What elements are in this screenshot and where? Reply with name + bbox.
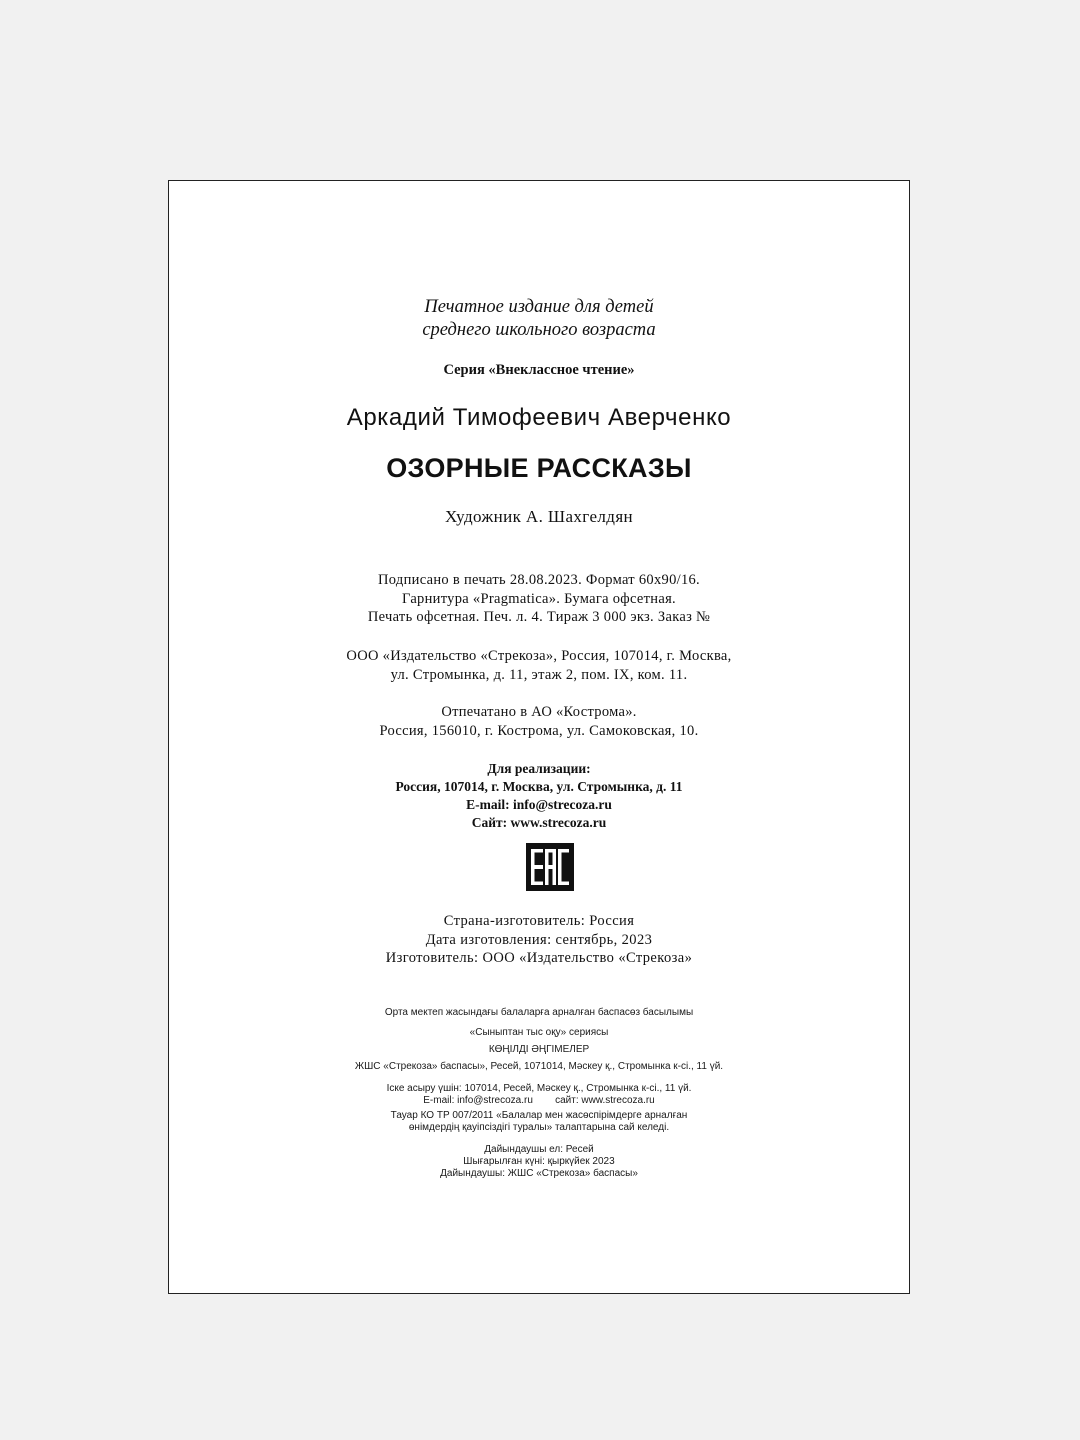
print-info-line-1: Подписано в печать 28.08.2023. Формат 60x90/16. <box>378 572 700 588</box>
printer-line-1: Отпечатано в АО «Кострома». <box>441 704 637 720</box>
audience-line-2: среднего школьного возраста <box>422 320 656 340</box>
kz-manufacturer: Дайындаушы: ЖШС «Стрекоза» баспасы» <box>440 1168 638 1179</box>
distribution-address: Россия, 107014, г. Москва, ул. Стромынка, д. 11 <box>395 779 683 794</box>
artist-credit: Художник А. Шахгелдян <box>444 507 634 526</box>
publisher-line-1: ООО «Издательство «Стрекоза», Россия, 107014, г. Москва, <box>346 648 732 664</box>
kz-origin <box>169 1144 909 1180</box>
printer-line-2: Россия, 156010, г. Кострома, ул. Самоковская, 10. <box>379 722 699 739</box>
kz-standard-line-1: Тауар КО ТР 007/2011 «Балалар мен жасөспірімдерге арналған <box>390 1110 688 1121</box>
kz-series: «Сыныптан тыс оқу» сериясы <box>469 1027 609 1038</box>
distribution-email: E-mail: info@strecoza.ru <box>466 797 612 812</box>
author-name: Аркадий Тимофеевич Аверченко <box>346 404 732 431</box>
kz-country: Дайындаушы ел: Ресей <box>484 1144 594 1155</box>
kz-distribution-address: Іске асыру үшін: 107014, Ресей, Мәскеу қ., Стромынка к-сі., 11 үй. <box>386 1083 692 1094</box>
kz-date: Шығарылған күні: қыркүйек 2023 <box>463 1156 615 1167</box>
origin-country: Страна-изготовитель: Россия <box>443 913 635 929</box>
kz-title: КӨҢІЛДІ ӘҢГІМЕЛЕР <box>488 1044 590 1055</box>
series-name: Серия «Внеклассное чтение» <box>443 362 635 378</box>
print-info <box>169 571 909 627</box>
origin-manufacturer: Изготовитель: ООО «Издательство «Стрекоза» <box>385 950 693 966</box>
kz-standard-line-2: өнімдердің қауіпсіздігі туралы» талаптарына сай келеді. <box>408 1122 670 1133</box>
distribution-info <box>169 760 909 832</box>
imprint-page <box>168 180 910 1294</box>
print-info-line-3: Печать офсетная. Печ. л. 4. Тираж 3 000 экз. Заказ № <box>367 609 711 625</box>
origin-date: Дата изготовления: сентябрь, 2023 <box>425 931 653 948</box>
audience-line-1: Печатное издание для детей <box>424 297 654 317</box>
kz-contacts: E-mail: info@strecoza.ru сайт: www.strecoza.ru <box>423 1095 655 1106</box>
kz-audience: Орта мектеп жасындағы балаларға арналған баспасөз басылымы <box>384 1007 694 1018</box>
kz-publisher: ЖШС «Стрекоза» баспасы», Ресей, 1071014, Мәскеу қ., Стромынка к-сі., 11 үй. <box>354 1061 724 1072</box>
distribution-site: Сайт: www.strecoza.ru <box>471 815 607 830</box>
publisher-line-2: ул. Стромынка, д. 11, этаж 2, пом. IX, ком. 11. <box>390 666 688 683</box>
eac-certification-icon <box>526 843 574 891</box>
print-info-line-2: Гарнитура «Pragmatica». Бумага офсетная. <box>402 590 676 607</box>
publisher-info <box>169 647 909 684</box>
origin-info <box>169 912 909 968</box>
book-title: ОЗОРНЫЕ РАССКАЗЫ <box>386 453 692 483</box>
distribution-heading: Для реализации: <box>487 761 591 776</box>
kz-standard <box>169 1110 909 1134</box>
kz-distribution <box>169 1083 909 1107</box>
audience-note <box>169 296 909 342</box>
printer-info <box>169 703 909 740</box>
